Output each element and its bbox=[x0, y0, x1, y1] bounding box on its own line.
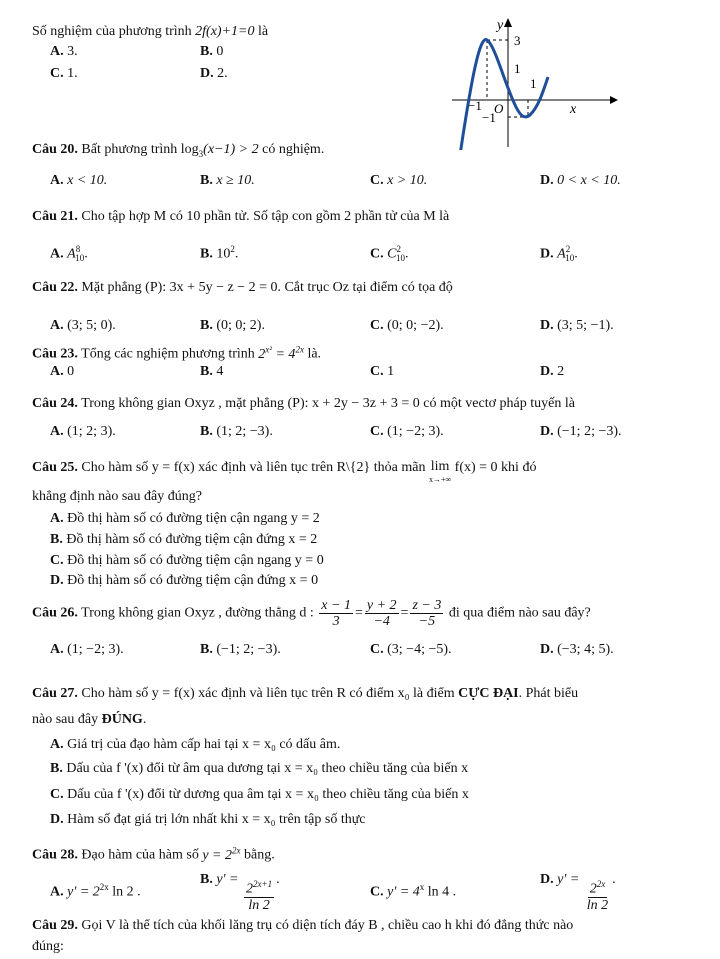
q20-option-d[interactable]: D. 0 < x < 10. bbox=[540, 173, 621, 188]
q24-option-a[interactable]: A. (1; 2; 3). bbox=[50, 424, 116, 439]
q29-stem: Câu 29. Gọi V là thể tích của khối lăng trụ có diện tích đáy B , chiều cao h khi đó đẳng thức nào bbox=[32, 918, 574, 933]
q25-line2: khẳng định nào sau đây đúng? bbox=[32, 489, 202, 504]
q26-option-d[interactable]: D. (−3; 4; 5). bbox=[540, 642, 614, 657]
y-label: y bbox=[497, 18, 504, 33]
q24-option-c[interactable]: C. (1; −2; 3). bbox=[370, 424, 444, 439]
tick-top: 3 bbox=[514, 33, 521, 48]
q19-option-a[interactable]: A. 3. bbox=[50, 44, 78, 59]
q22-option-a[interactable]: A. (3; 5; 0). bbox=[50, 318, 116, 333]
q21-option-a[interactable]: A. $A^8_{10}$. bbox=[50, 244, 88, 264]
origin-label: O bbox=[494, 101, 504, 116]
q25-option-c[interactable]: C. Đồ thị hàm số có đường tiệm cận ngang y = 0 bbox=[50, 553, 324, 568]
q21-stem: Câu 21. Cho tập hợp M có 10 phần tử. Số tập con gồm 2 phần tử của M là bbox=[32, 209, 450, 224]
tick-y1: 1 bbox=[514, 61, 521, 76]
q27-option-b[interactable]: B. Dấu của f '(x) đổi từ âm qua dương tại x = x₀ theo chiều tăng của biến x bbox=[50, 761, 469, 776]
q27-option-a[interactable]: A. Giá trị của đạo hàm cấp hai tại x = x₀ có dấu âm. bbox=[50, 737, 341, 752]
q19-stem: Số nghiệm của phương trình 2f(x)+1=0 là bbox=[32, 24, 269, 39]
q26-stem: Câu 26. Trong không gian Oxyz , đường thẳng d : $\frac{x - 1}{3}$ = $\frac{y + 2}{-4}$ = $\frac{z - 3}{-5}$ đi qua điểm nào sau đây? bbox=[32, 598, 591, 629]
q28-option-b[interactable]: B. y' = $\frac{2^{2x+1}}{\ln 2}$ . bbox=[200, 872, 280, 913]
q20-option-a[interactable]: A. x < 10. bbox=[50, 173, 108, 188]
tick-x1: 1 bbox=[530, 76, 537, 91]
q28-function: $y = 2^{2x}$ bbox=[202, 845, 241, 863]
q21-option-c[interactable]: C. $C^2_{10}$. bbox=[370, 244, 409, 264]
q28-option-c[interactable]: C. $y' = 4^x$ ln 4 . bbox=[370, 882, 457, 900]
q24-option-d[interactable]: D. (−1; 2; −3). bbox=[540, 424, 622, 439]
q20-stem: Câu 20. Bất phương trình $\log_3(x-1) > 2$ có nghiệm. bbox=[32, 142, 325, 159]
q25-option-b[interactable]: B. Đồ thị hàm số có đường tiệm cận đứng x = 2 bbox=[50, 532, 318, 547]
q26-option-a[interactable]: A. (1; −2; 3). bbox=[50, 642, 124, 657]
q27-line2: nào sau đây ĐÚNG. bbox=[32, 712, 147, 727]
q24-option-b[interactable]: B. (1; 2; −3). bbox=[200, 424, 273, 439]
q26-option-b[interactable]: B. (−1; 2; −3). bbox=[200, 642, 281, 657]
q19-graph bbox=[450, 15, 620, 150]
q24-stem: Câu 24. Trong không gian Oxyz , mặt phẳng (P): x + 2y − 3z + 3 = 0 có một vectơ pháp tuyến là bbox=[32, 396, 575, 411]
q23-option-a[interactable]: A. 0 bbox=[50, 364, 75, 379]
q20-option-c[interactable]: C. x > 10. bbox=[370, 173, 428, 188]
q28-option-a[interactable]: A. $y' = 2^{2x}$ ln 2 . bbox=[50, 882, 141, 900]
tick-ym1: −1 bbox=[482, 110, 496, 125]
q20-option-b[interactable]: B. x ≥ 10. bbox=[200, 173, 255, 188]
q26-option-c[interactable]: C. (3; −4; −5). bbox=[370, 642, 452, 657]
q19-option-c[interactable]: C. 1. bbox=[50, 66, 78, 81]
q29-line2: đúng: bbox=[32, 939, 64, 954]
q25-option-d[interactable]: D. Đồ thị hàm số có đường tiệm cận đứng x = 0 bbox=[50, 573, 319, 588]
q22-stem: Câu 22. Mặt phẳng (P): 3x + 5y − z − 2 = 0. Cắt trục Oz tại điểm có tọa độ bbox=[32, 280, 453, 295]
tick-xm1: −1 bbox=[468, 98, 482, 113]
q28-option-d[interactable]: D. y' = $\frac{2^{2x}}{\ln 2}$ . bbox=[540, 872, 616, 913]
x-axis-arrow bbox=[610, 96, 618, 104]
q19-option-d[interactable]: D. 2. bbox=[200, 66, 228, 81]
q22-option-b[interactable]: B. (0; 0; 2). bbox=[200, 318, 265, 333]
x-label: x bbox=[570, 102, 577, 117]
q23-stem: Câu 23. Tổng các nghiệm phương trình $2^{x^2} = 4^{2x}$ là. bbox=[32, 344, 322, 362]
y-axis-arrow bbox=[504, 18, 512, 27]
q23-option-d[interactable]: D. 2 bbox=[540, 364, 565, 379]
q25-stem: Câu 25. Cho hàm số y = f(x) xác định và liên tục trên R\{2} thỏa mãn lim x→+∞ f(x) = 0 khi đó bbox=[32, 459, 537, 484]
q27-stem: Câu 27. Cho hàm số y = f(x) xác định và liên tục trên R có điểm x₀ là điểm CỰC ĐẠI. Phát biểu bbox=[32, 686, 579, 701]
q23-equation: $2^{x^2} = 4^{2x}$ bbox=[258, 344, 304, 362]
q25-option-a[interactable]: A. Đồ thị hàm số có đường tiện cận ngang y = 2 bbox=[50, 511, 320, 526]
q21-option-d[interactable]: D. $A^2_{10}$. bbox=[540, 244, 578, 264]
q23-option-b[interactable]: B. 4 bbox=[200, 364, 224, 379]
q22-option-d[interactable]: D. (3; 5; −1). bbox=[540, 318, 614, 333]
q19-option-b[interactable]: B. 0 bbox=[200, 44, 224, 59]
q27-option-d[interactable]: D. Hàm số đạt giá trị lớn nhất khi x = x₀ trên tập số thực bbox=[50, 812, 366, 827]
q23-option-c[interactable]: C. 1 bbox=[370, 364, 395, 379]
graph-curve bbox=[460, 40, 548, 150]
q21-option-b[interactable]: B. $10^2$. bbox=[200, 244, 239, 262]
q27-option-c[interactable]: C. Dấu của f '(x) đổi từ dương qua âm tại x = x₀ theo chiều tăng của biến x bbox=[50, 787, 469, 802]
q22-option-c[interactable]: C. (0; 0; −2). bbox=[370, 318, 444, 333]
q28-stem: Câu 28. Đạo hàm của hàm số $y = 2^{2x}$ bằng. bbox=[32, 845, 275, 863]
